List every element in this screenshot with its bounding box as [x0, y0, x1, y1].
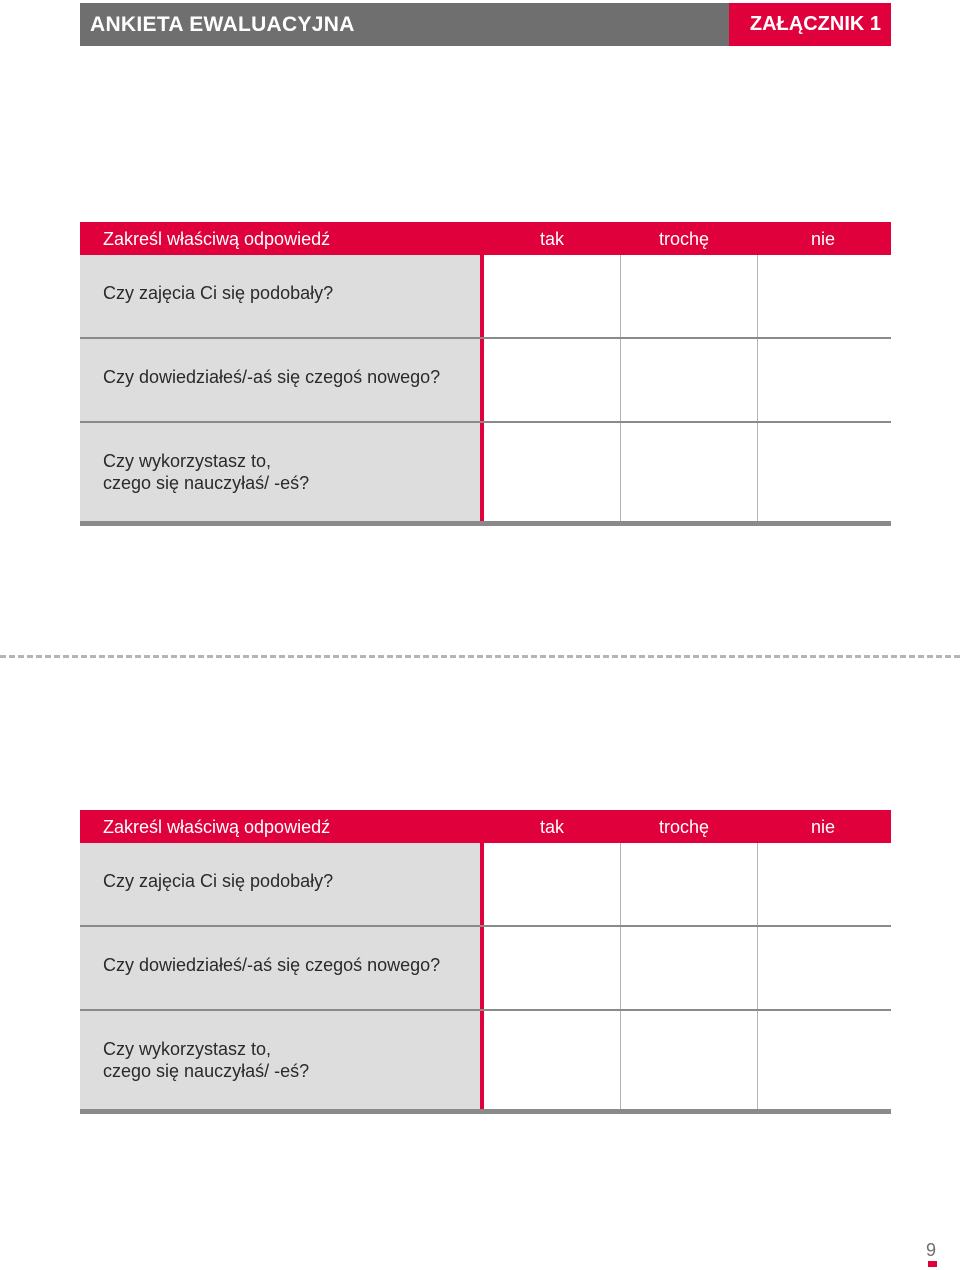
answer-cell-nie[interactable] — [758, 843, 891, 925]
header-badge: ZAŁĄCZNIK 1 — [729, 3, 891, 46]
question-text: Czy dowiedziałeś/-aś się czegoś nowego? — [80, 927, 484, 1009]
answer-cell-nie[interactable] — [758, 255, 891, 337]
answer-cell-tak[interactable] — [484, 1011, 621, 1109]
question-row — [80, 255, 891, 339]
answer-cell-nie[interactable] — [758, 423, 891, 521]
question-text: Czy dowiedziałeś/-aś się czegoś nowego? — [80, 339, 484, 421]
question-text: Czy wykorzystasz to, czego się nauczyłaś/ -eś? — [80, 423, 484, 521]
option-tak: tak — [540, 229, 565, 249]
answer-cell-nie[interactable] — [758, 1011, 891, 1109]
option-nie: nie — [811, 817, 836, 837]
instruction-label: Zakreśl właściwą odpowiedź — [103, 817, 331, 837]
answer-cell-troche[interactable] — [621, 843, 758, 925]
answer-cell-tak[interactable] — [484, 423, 621, 521]
question-text: Czy wykorzystasz to, czego się nauczyłaś/ -eś? — [80, 1011, 484, 1109]
page-number-marker — [928, 1261, 937, 1267]
answer-cell-tak[interactable] — [484, 927, 621, 1009]
question-row — [80, 927, 891, 1011]
page-header — [80, 3, 891, 46]
answer-cell-troche[interactable] — [621, 927, 758, 1009]
question-row — [80, 423, 891, 526]
question-text: Czy zajęcia Ci się podobały? — [80, 255, 484, 337]
answer-cell-tak[interactable] — [484, 339, 621, 421]
option-nie: nie — [811, 229, 836, 249]
survey-header-row — [80, 222, 891, 255]
option-troche: trochę — [659, 229, 710, 249]
answer-cell-troche[interactable] — [621, 1011, 758, 1109]
answer-cell-tak[interactable] — [484, 255, 621, 337]
option-troche: trochę — [659, 817, 710, 837]
answer-cell-tak[interactable] — [484, 843, 621, 925]
answer-cell-nie[interactable] — [758, 339, 891, 421]
page-number: 9 — [926, 1240, 937, 1260]
cut-line-divider — [0, 655, 960, 658]
answer-cell-troche[interactable] — [621, 255, 758, 337]
answer-cell-troche[interactable] — [621, 339, 758, 421]
answer-cell-troche[interactable] — [621, 423, 758, 521]
option-tak: tak — [540, 817, 565, 837]
question-text: Czy zajęcia Ci się podobały? — [80, 843, 484, 925]
header-title: ANKIETA EWALUACYJNA — [80, 3, 729, 46]
answer-cell-nie[interactable] — [758, 927, 891, 1009]
question-row — [80, 843, 891, 927]
instruction-label: Zakreśl właściwą odpowiedź — [103, 229, 331, 249]
survey-table-1 — [80, 222, 891, 526]
survey-table-2 — [80, 810, 891, 1114]
survey-header-row — [80, 810, 891, 843]
question-row — [80, 1011, 891, 1114]
question-row — [80, 339, 891, 423]
